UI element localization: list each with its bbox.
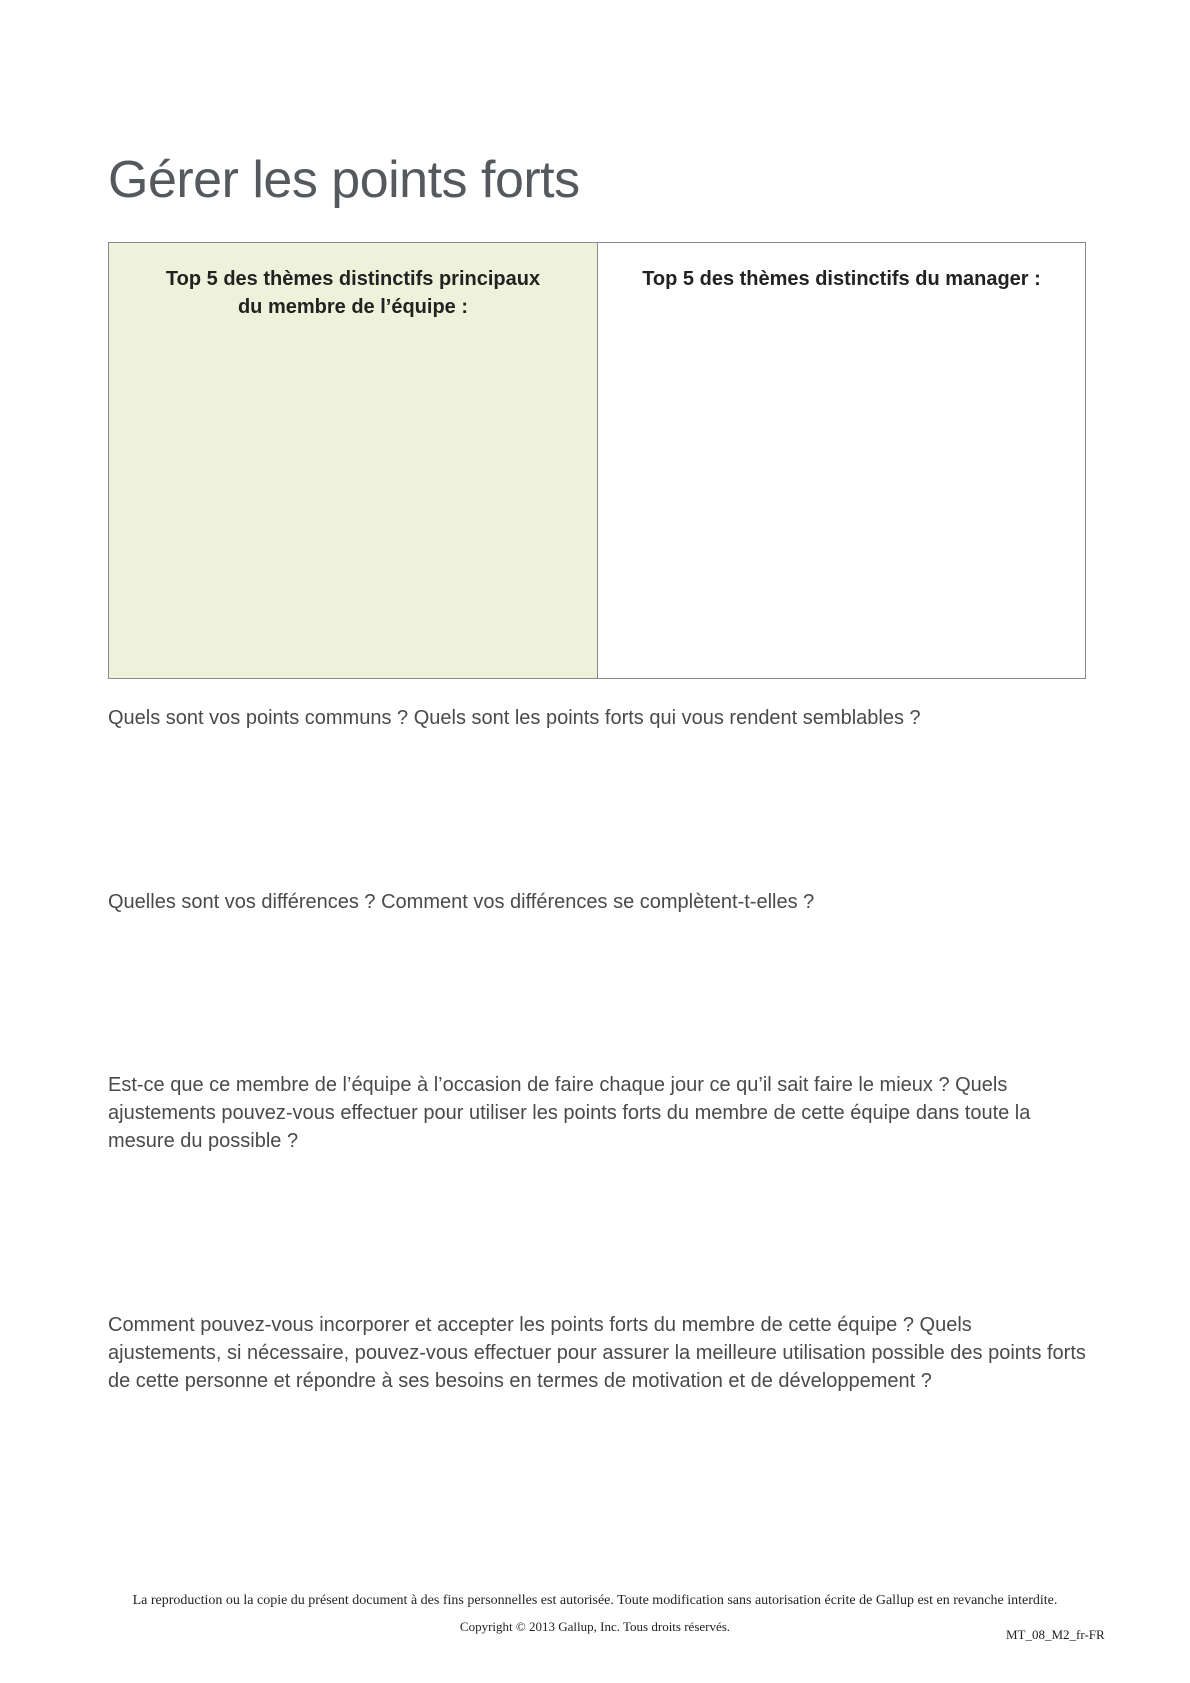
question-common-points: Quels sont vos points communs ? Quels sont les points forts qui vous rendent semblables ?	[108, 707, 921, 729]
question-best-daily-use: Est-ce que ce membre de l’équipe à l’occasion de faire chaque jour ce qu’il sait faire le mieux ? Quels ajustements pouvez-vous effectuer pour utiliser les points forts du membre de cette équipe dans toute la mesure du possible ?	[108, 1074, 1031, 1152]
member-themes-cell[interactable]	[109, 243, 598, 678]
themes-table	[108, 242, 1086, 679]
page-title: Gérer les points forts	[108, 151, 580, 209]
manager-themes-cell[interactable]	[598, 243, 1085, 678]
member-themes-heading: Top 5 des thèmes distinctifs principaux du membre de l’équipe :	[165, 268, 541, 318]
document-code: MT_08_M2_fr-FR	[1006, 1627, 1105, 1642]
question-differences: Quelles sont vos différences ? Comment vos différences se complètent-t-elles ?	[108, 891, 815, 913]
question-incorporate-strengths: Comment pouvez-vous incorporer et accepter les points forts du membre de cette équipe ? Quels ajustements, si nécessaire, pouvez-vous effectuer pour assurer la meilleure utilisation possible des points forts de cette personne et répondre à ses besoins en termes de motivation et de développement ?	[108, 1314, 1086, 1392]
copyright-notice: Copyright © 2013 Gallup, Inc. Tous droits réservés.	[459, 1619, 731, 1634]
reproduction-notice: La reproduction ou la copie du présent document à des fins personnelles est autorisée. Toute modification sans autorisation écrite de Gallup est en revanche interdite.	[132, 1593, 1058, 1608]
manager-themes-heading: Top 5 des thèmes distinctifs du manager :	[642, 268, 1041, 290]
